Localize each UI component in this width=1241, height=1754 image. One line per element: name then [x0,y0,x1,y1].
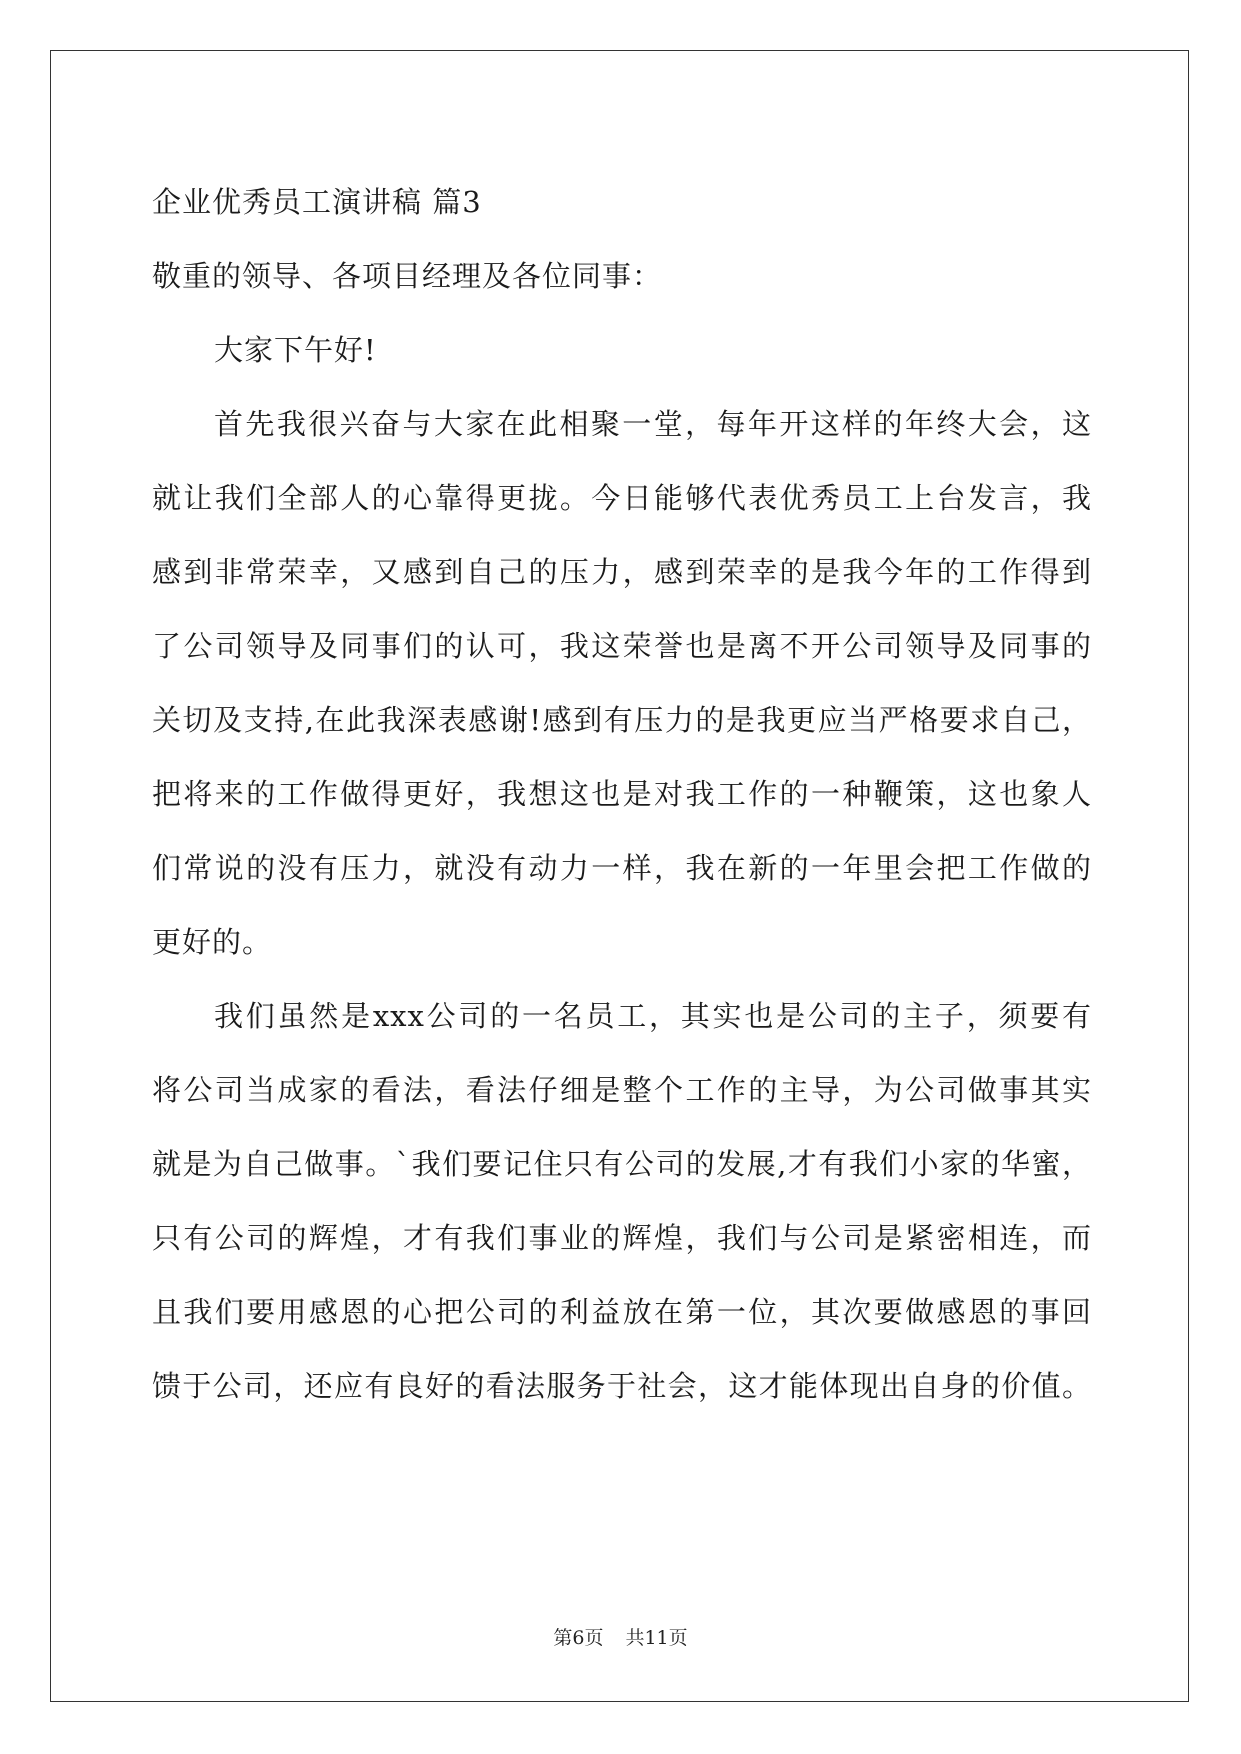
paragraph-line: 了公司领导及同事们的认可，我这荣誉也是离不开公司领导及同事的 [152,629,1092,663]
paragraph-line: 就让我们全部人的心靠得更拢。今日能够代表优秀员工上台发言，我 [152,481,1092,515]
paragraph-line: 馈于公司，还应有良好的看法服务于社会，这才能体现出自身的价值。 [152,1369,1092,1403]
document-body [152,165,1092,1423]
paragraph-line: 关切及支持,在此我深表感谢!感到有压力的是我更应当严格要求自己， [152,703,1092,737]
paragraph-line: 且我们要用感恩的心把公司的利益放在第一位，其次要做感恩的事回 [152,1295,1092,1329]
paragraph-line: 更好的。 [152,925,273,959]
paragraph-line: 我们虽然是xxx公司的一名员工，其实也是公司的主子，须要有 [214,999,1092,1033]
page-footer [0,1626,1241,1650]
paragraph-line: 把将来的工作做得更好，我想这也是对我工作的一种鞭策，这也象人 [152,777,1092,811]
paragraph-line: 将公司当成家的看法，看法仔细是整个工作的主导，为公司做事其实 [152,1073,1092,1107]
paragraph-line: 感到非常荣幸，又感到自己的压力，感到荣幸的是我今年的工作得到 [152,555,1092,589]
paragraph-line: 就是为自己做事。`我们要记住只有公司的发展,才有我们小家的华蜜， [152,1147,1092,1181]
salutation: 敬重的领导、各项目经理及各位同事： [152,259,663,293]
paragraph-line: 只有公司的辉煌，才有我们事业的辉煌，我们与公司是紧密相连，而 [152,1221,1092,1255]
page-number-current: 第6页 [553,1627,604,1649]
paragraph-1 [152,387,1092,979]
paragraph-2 [152,979,1092,1423]
document-title: 企业优秀员工演讲稿 篇3 [152,185,482,219]
page-number-total: 共11页 [625,1627,688,1649]
greeting: 大家下午好! [214,333,377,367]
paragraph-line: 首先我很兴奋与大家在此相聚一堂，每年开这样的年终大会，这 [214,407,1092,441]
paragraph-line: 们常说的没有压力，就没有动力一样，我在新的一年里会把工作做的 [152,851,1092,885]
